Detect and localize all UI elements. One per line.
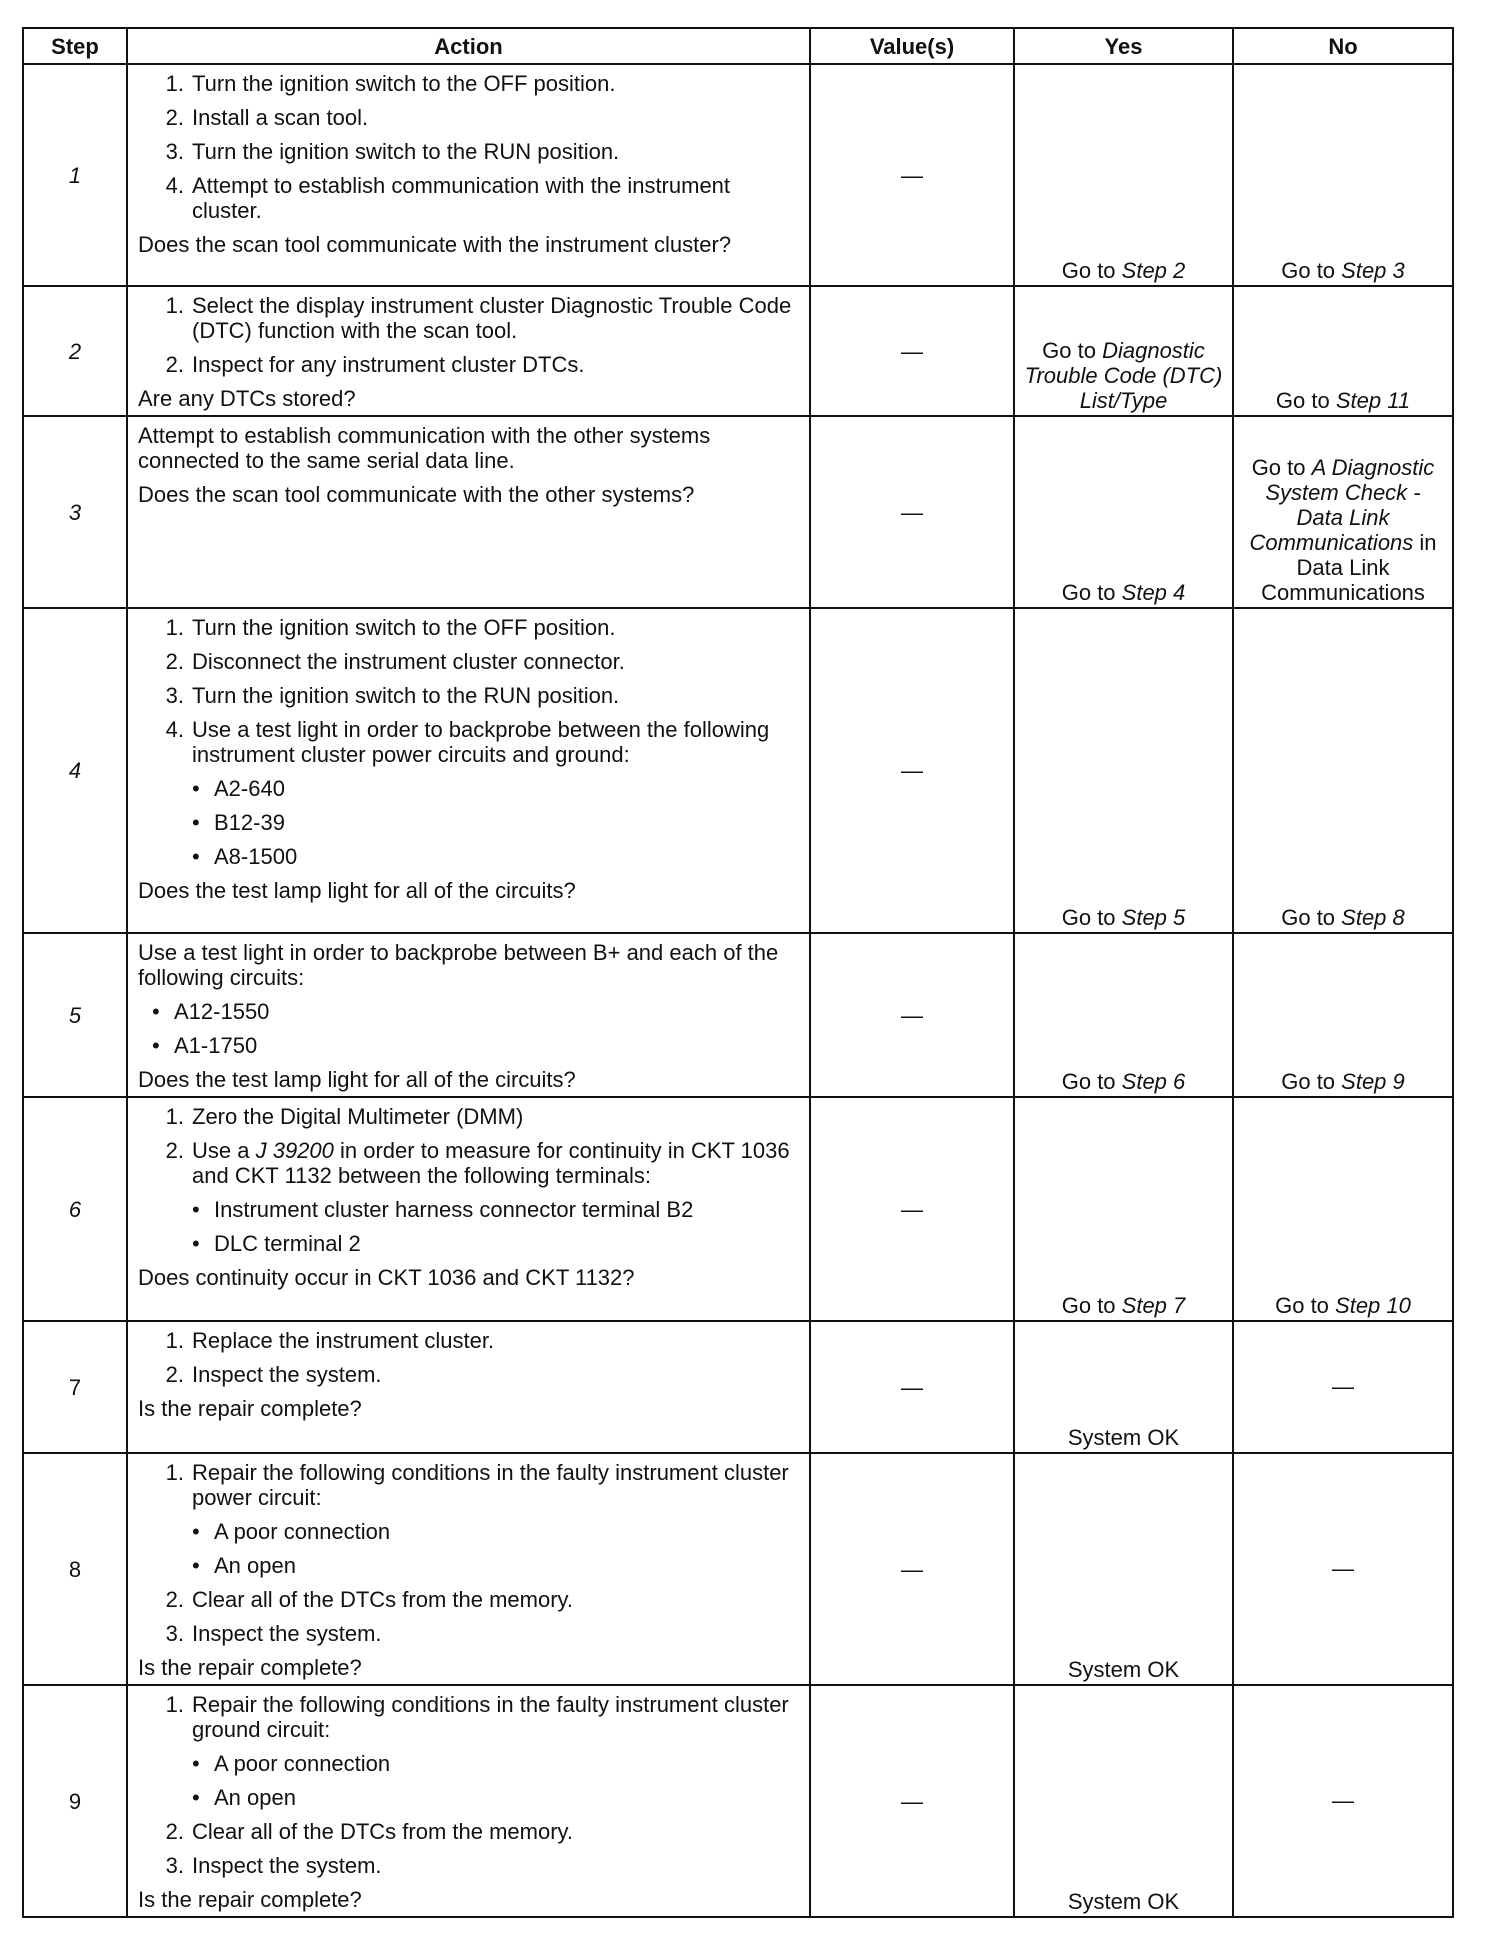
action-cell (127, 64, 810, 286)
action-cell (127, 933, 810, 1097)
action-cell (127, 1453, 810, 1685)
table-row (23, 1321, 1453, 1453)
item-text (192, 1460, 801, 1510)
item-number: 1. (165, 615, 184, 640)
item-text-main: Repair the following conditions in the faulty instrument cluster power circuit: (192, 1460, 789, 1510)
item-text (192, 1328, 494, 1353)
action-item (138, 810, 801, 835)
question-text: Is the repair complete? (138, 1655, 362, 1680)
value-cell: — (810, 608, 1014, 933)
item-number: 2. (165, 105, 184, 130)
item-number: 2. (165, 352, 184, 377)
item-text-main: Turn the ignition switch to the RUN position. (192, 139, 620, 164)
goto-text: System OK (1067, 1657, 1180, 1682)
bullet-text: A poor connection (214, 1519, 391, 1544)
goto-text: System OK (1067, 1425, 1180, 1450)
goto-text: Go to (1061, 580, 1122, 605)
action-item (138, 232, 801, 257)
table-row (23, 608, 1453, 933)
item-number: 3. (165, 139, 184, 164)
action-item (138, 1328, 801, 1353)
bullet-text: An open (214, 1785, 296, 1810)
action-cell (127, 416, 810, 608)
item-number: 1. (165, 1104, 184, 1129)
bullet-icon: • (192, 776, 200, 801)
action-item (138, 717, 801, 767)
value-cell: — (810, 1097, 1014, 1321)
item-text (192, 293, 801, 343)
yes-cell (1014, 1453, 1233, 1685)
header-values: Value(s) (810, 28, 1014, 64)
step-number: 1 (23, 64, 127, 286)
goto-reference: A Diagnostic System Check - Data Link Communications (1249, 455, 1435, 555)
action-item (138, 1197, 801, 1222)
question-text: Is the repair complete? (138, 1396, 362, 1421)
goto-text: Go to (1281, 905, 1342, 930)
item-text (192, 1692, 801, 1742)
goto-text: — (1332, 1787, 1354, 1813)
header-yes: Yes (1014, 28, 1233, 64)
table-row (23, 286, 1453, 416)
action-item (138, 173, 801, 223)
item-text (192, 71, 616, 96)
step-number: 3 (23, 416, 127, 608)
question-text: Does the test lamp light for all of the circuits? (138, 1067, 576, 1092)
question-text: Does the scan tool communicate with the other systems? (138, 482, 695, 507)
item-text (192, 105, 368, 130)
item-text-main: Use a test light in order to backprobe between the following instrument cluster power circuits and ground: (192, 717, 770, 767)
item-text (192, 717, 801, 767)
action-item (138, 1138, 801, 1188)
bullet-icon: • (192, 1751, 200, 1776)
action-item (138, 615, 801, 640)
yes-cell (1014, 933, 1233, 1097)
item-text-main: Turn the ignition switch to the OFF position. (192, 71, 616, 96)
action-cell (127, 1685, 810, 1917)
item-number: 4. (165, 173, 184, 198)
bullet-icon: • (152, 1033, 160, 1058)
action-item (138, 683, 801, 708)
action-item (138, 1655, 801, 1680)
yes-cell (1014, 64, 1233, 286)
goto-reference: Diagnostic Trouble Code (DTC) List/Type (1024, 338, 1223, 413)
goto-text: Go to (1061, 1293, 1122, 1318)
item-number: 3. (165, 1853, 184, 1878)
step-number: 7 (23, 1321, 127, 1453)
item-text (192, 1819, 573, 1844)
action-item (138, 482, 801, 507)
goto-text: Go to (1281, 1069, 1342, 1094)
yes-cell (1014, 1685, 1233, 1917)
yes-cell (1014, 1321, 1233, 1453)
bullet-icon: • (192, 1197, 200, 1222)
item-text-main: Attempt to establish communication with the instrument cluster. (192, 173, 731, 223)
item-text (192, 649, 625, 674)
action-item (138, 1362, 801, 1387)
table-row (23, 1097, 1453, 1321)
action-cell (127, 608, 810, 933)
item-number: 3. (165, 1621, 184, 1646)
no-cell (1233, 933, 1453, 1097)
step-number: 6 (23, 1097, 127, 1321)
step-number: 4 (23, 608, 127, 933)
action-item (138, 940, 801, 990)
action-item (138, 1819, 801, 1844)
goto-reference: Step 3 (1341, 258, 1405, 283)
action-item (138, 386, 801, 411)
item-text-pre: Use a (192, 1138, 256, 1163)
goto-text: Go to (1061, 1069, 1122, 1094)
action-item (138, 71, 801, 96)
goto-suffix: in Data Link Communications (1261, 530, 1437, 605)
goto-reference: Step 9 (1341, 1069, 1405, 1094)
bullet-icon: • (152, 999, 160, 1024)
action-item (138, 1587, 801, 1612)
step-number: 5 (23, 933, 127, 1097)
item-text-main: Replace the instrument cluster. (192, 1328, 495, 1353)
no-cell (1233, 1097, 1453, 1321)
bullet-icon: • (192, 1785, 200, 1810)
goto-text: System OK (1067, 1889, 1180, 1914)
bullet-text: DLC terminal 2 (214, 1231, 361, 1256)
yes-cell (1014, 416, 1233, 608)
action-item (138, 1553, 801, 1578)
action-item (138, 1104, 801, 1129)
goto-text: Go to (1251, 455, 1312, 480)
item-number: 2. (165, 1138, 184, 1163)
goto-reference: Step 6 (1121, 1069, 1186, 1094)
item-number: 1. (165, 1460, 184, 1485)
item-text-main: Install a scan tool. (192, 105, 369, 130)
action-cell (127, 286, 810, 416)
question-text: Is the repair complete? (138, 1887, 362, 1912)
question-text: Are any DTCs stored? (138, 386, 356, 411)
value-cell: — (810, 416, 1014, 608)
action-item (138, 1265, 801, 1290)
goto-text: Go to (1275, 1293, 1336, 1318)
table-row (23, 1453, 1453, 1685)
action-item (138, 105, 801, 130)
table-row (23, 416, 1453, 608)
action-item (138, 1692, 801, 1742)
yes-cell (1014, 1097, 1233, 1321)
goto-reference: Step 10 (1335, 1293, 1411, 1318)
bullet-text: A8-1500 (214, 844, 298, 869)
item-text-main: in order to measure for continuity in CKT 1036 and CKT 1132 between the following terminals: (192, 1138, 790, 1188)
action-item (138, 1621, 801, 1646)
action-item (138, 1887, 801, 1912)
action-cell (127, 1321, 810, 1453)
item-number: 3. (165, 683, 184, 708)
goto-text: — (1332, 1555, 1354, 1581)
step-number: 8 (23, 1453, 127, 1685)
yes-cell (1014, 608, 1233, 933)
action-item (138, 1853, 801, 1878)
action-cell (127, 1097, 810, 1321)
item-text-main: Disconnect the instrument cluster connector. (192, 649, 625, 674)
action-item (138, 139, 801, 164)
goto-reference: Step 8 (1341, 905, 1405, 930)
no-cell (1233, 416, 1453, 608)
bullet-icon: • (192, 1519, 200, 1544)
item-text-main: Inspect for any instrument cluster DTCs. (192, 352, 585, 377)
no-cell (1233, 608, 1453, 933)
bullet-text: An open (214, 1553, 296, 1578)
action-item (138, 649, 801, 674)
table-row (23, 933, 1453, 1097)
header-action: Action (127, 28, 810, 64)
item-text-main: Turn the ignition switch to the OFF position. (192, 615, 616, 640)
yes-cell (1014, 286, 1233, 416)
header-row (23, 28, 1453, 64)
goto-text: Go to (1281, 258, 1342, 283)
action-item (138, 1231, 801, 1256)
tool-reference: J 39200 (255, 1138, 334, 1163)
no-cell (1233, 64, 1453, 286)
item-number: 2. (165, 1819, 184, 1844)
bullet-text: A12-1550 (174, 999, 270, 1024)
diagnostic-table (22, 27, 1454, 1918)
item-number: 1. (165, 1692, 184, 1717)
no-cell (1233, 1453, 1453, 1685)
action-item (138, 1067, 801, 1092)
goto-text: Go to (1042, 338, 1103, 363)
question-text: Does continuity occur in CKT 1036 and CKT 1132? (138, 1265, 635, 1290)
item-number: 2. (165, 649, 184, 674)
goto-reference: Step 5 (1121, 905, 1186, 930)
bullet-text: Instrument cluster harness connector terminal B2 (214, 1197, 694, 1222)
header-step: Step (23, 28, 127, 64)
bullet-icon: • (192, 1553, 200, 1578)
step-number: 2 (23, 286, 127, 416)
value-cell: — (810, 1321, 1014, 1453)
action-item (138, 1785, 801, 1810)
table-row (23, 1685, 1453, 1917)
action-item (138, 999, 801, 1024)
item-number: 1. (165, 293, 184, 318)
item-text (192, 615, 616, 640)
question-text: Does the test lamp light for all of the circuits? (138, 878, 576, 903)
question-text: Does the scan tool communicate with the instrument cluster? (138, 232, 732, 257)
header-no: No (1233, 28, 1453, 64)
no-cell (1233, 286, 1453, 416)
value-cell: — (810, 64, 1014, 286)
item-text-main: Inspect the system. (192, 1362, 382, 1387)
goto-text: Go to (1061, 905, 1122, 930)
action-item (138, 1519, 801, 1544)
item-text (192, 1138, 801, 1188)
action-item (138, 423, 801, 473)
bullet-text: A1-1750 (174, 1033, 258, 1058)
goto-text: Go to (1061, 258, 1122, 283)
item-text-main: Repair the following conditions in the faulty instrument cluster ground circuit: (192, 1692, 789, 1742)
item-text-main: Inspect the system. (192, 1853, 382, 1878)
action-item (138, 1033, 801, 1058)
item-text-main: Turn the ignition switch to the RUN position. (192, 683, 620, 708)
item-number: 1. (165, 1328, 184, 1353)
question-text: Use a test light in order to backprobe between B+ and each of the following circuits: (138, 940, 779, 990)
value-cell: — (810, 1685, 1014, 1917)
bullet-text: A poor connection (214, 1751, 391, 1776)
action-item (138, 1396, 801, 1421)
value-cell: — (810, 1453, 1014, 1685)
table-row (23, 64, 1453, 286)
no-cell (1233, 1321, 1453, 1453)
item-text (192, 1621, 382, 1646)
bullet-text: B12-39 (214, 810, 285, 835)
item-number: 2. (165, 1362, 184, 1387)
item-text-main: Clear all of the DTCs from the memory. (192, 1819, 574, 1844)
item-text (192, 352, 584, 377)
action-item (138, 1751, 801, 1776)
item-text-main: Select the display instrument cluster Diagnostic Trouble Code (DTC) function with the scan tool. (192, 293, 792, 343)
item-text (192, 1587, 573, 1612)
item-number: 4. (165, 717, 184, 742)
action-item (138, 878, 801, 903)
item-text-main: Zero the Digital Multimeter (DMM) (192, 1104, 524, 1129)
step-number: 9 (23, 1685, 127, 1917)
question-text: Attempt to establish communication with the other systems connected to the same serial data line. (138, 423, 711, 473)
action-item (138, 776, 801, 801)
item-text (192, 1362, 382, 1387)
goto-reference: Step 2 (1121, 258, 1186, 283)
item-text (192, 1853, 382, 1878)
item-text (192, 173, 801, 223)
goto-text: — (1332, 1373, 1354, 1399)
item-number: 2. (165, 1587, 184, 1612)
item-number: 1. (165, 71, 184, 96)
goto-reference: Step 7 (1121, 1293, 1186, 1318)
value-cell: — (810, 933, 1014, 1097)
item-text (192, 683, 619, 708)
item-text-main: Clear all of the DTCs from the memory. (192, 1587, 574, 1612)
value-cell: — (810, 286, 1014, 416)
action-item (138, 352, 801, 377)
item-text (192, 139, 619, 164)
item-text-main: Inspect the system. (192, 1621, 382, 1646)
bullet-icon: • (192, 1231, 200, 1256)
bullet-icon: • (192, 844, 200, 869)
goto-text: Go to (1275, 388, 1336, 413)
item-text (192, 1104, 523, 1129)
bullet-text: A2-640 (214, 776, 285, 801)
bullet-icon: • (192, 810, 200, 835)
action-item (138, 293, 801, 343)
goto-reference: Step 4 (1121, 580, 1186, 605)
goto-reference: Step 11 (1335, 388, 1411, 413)
action-item (138, 1460, 801, 1510)
no-cell (1233, 1685, 1453, 1917)
action-item (138, 844, 801, 869)
